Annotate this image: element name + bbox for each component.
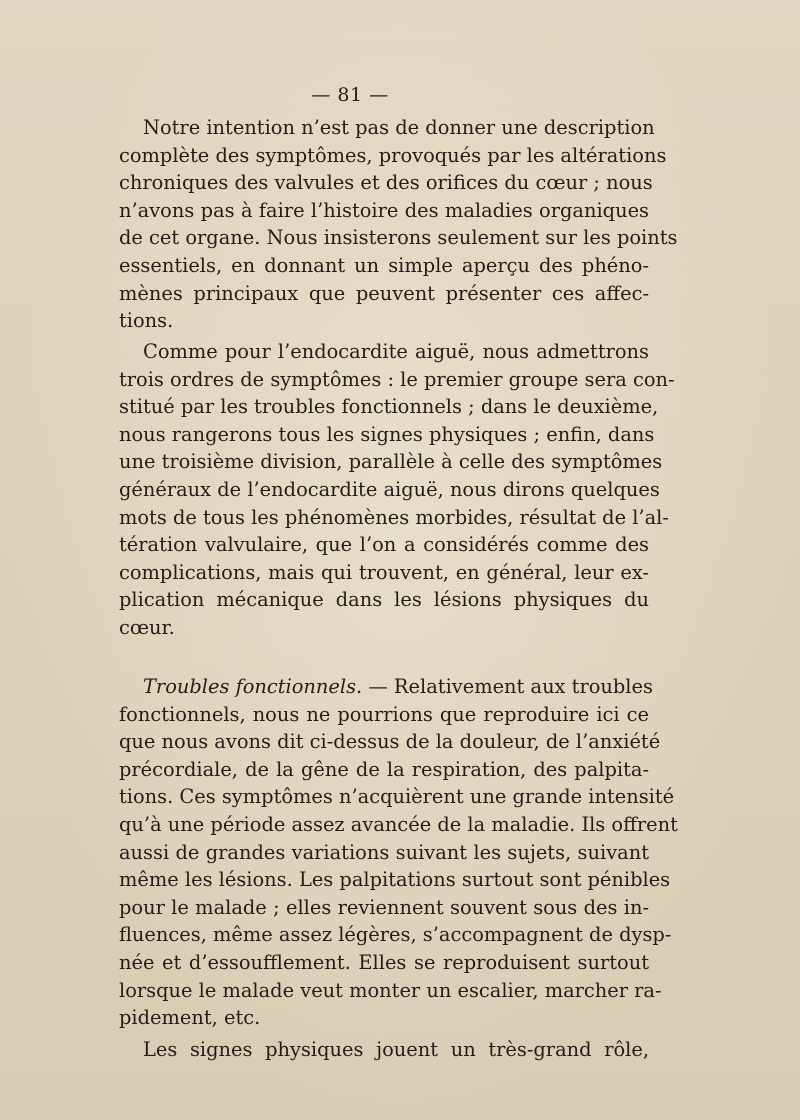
text-line: essentiels, en donnant un simple aperçu des phéno- — [119, 254, 649, 277]
text-line: nous rangerons tous les signes physiques ; enfin, dans — [119, 423, 655, 446]
text-line: tions. — [119, 309, 174, 332]
text-line: aussi de grandes variations suivant les sujets, suivant — [119, 841, 649, 864]
text-line: Comme pour l’endocardite aiguë, nous admettrons — [143, 340, 649, 363]
text-line: lorsque le malade veut monter un escalier, marcher ra- — [119, 979, 662, 1002]
text-line: mots de tous les phénomènes morbides, résultat de l’al- — [119, 506, 669, 529]
text-line: précordiale, de la gêne de la respiration, des palpita- — [119, 758, 649, 781]
text-line: que nous avons dit ci-dessus de la douleur, de l’anxiété — [119, 730, 661, 753]
text-line: fonctionnels, nous ne pourrions que reproduire ici ce — [119, 703, 649, 726]
text-line: même les lésions. Les palpitations surtout sont pénibles — [119, 868, 671, 891]
page-number: — 81 — — [311, 84, 389, 106]
text-line: née et d’essoufflement. Elles se reproduisent surtout — [119, 951, 649, 974]
text-line: fluences, même assez légères, s’accompagnent de dysp- — [119, 923, 672, 946]
text-line: Notre intention n’est pas de donner une description — [143, 116, 655, 139]
section-heading: Troubles fonctionnels. — [143, 675, 363, 698]
text-line: complète des symptômes, provoqués par les altérations — [119, 144, 667, 167]
text-line: une troisième division, parallèle à celle des symptômes — [119, 450, 663, 473]
text-line: complications, mais qui trouvent, en général, leur ex- — [119, 561, 649, 584]
text-line: plication mécanique dans les lésions physiques du — [119, 588, 649, 611]
text-line: de cet organe. Nous insisterons seulement sur les points — [119, 226, 678, 249]
text-line — [143, 673, 653, 701]
heading-line-rest: — Relativement aux troubles — [362, 675, 653, 698]
text-line: tération valvulaire, que l’on a considérés comme des — [119, 533, 649, 556]
text-line: pour le malade ; elles reviennent souvent sous des in- — [119, 896, 649, 919]
text-line: tions. Ces symptômes n’acquièrent une grande intensité — [119, 785, 675, 808]
text-line: trois ordres de symptômes : le premier groupe sera con- — [119, 368, 675, 391]
text-line: chroniques des valvules et des orifices du cœur ; nous — [119, 171, 653, 194]
text-line: mènes principaux que peuvent présenter ces affec- — [119, 282, 649, 305]
text-line: pidement, etc. — [119, 1006, 261, 1029]
text-line: cœur. — [119, 616, 175, 639]
text-line: généraux de l’endocardite aiguë, nous dirons quelques — [119, 478, 660, 501]
text-line: stitué par les troubles fonctionnels ; dans le deuxième, — [119, 395, 659, 418]
text-line: qu’à une période assez avancée de la maladie. Ils offrent — [119, 813, 678, 836]
text-line: Les signes physiques jouent un très-grand rôle, — [143, 1038, 649, 1061]
text-line: n’avons pas à faire l’histoire des maladies organiques — [119, 199, 649, 222]
